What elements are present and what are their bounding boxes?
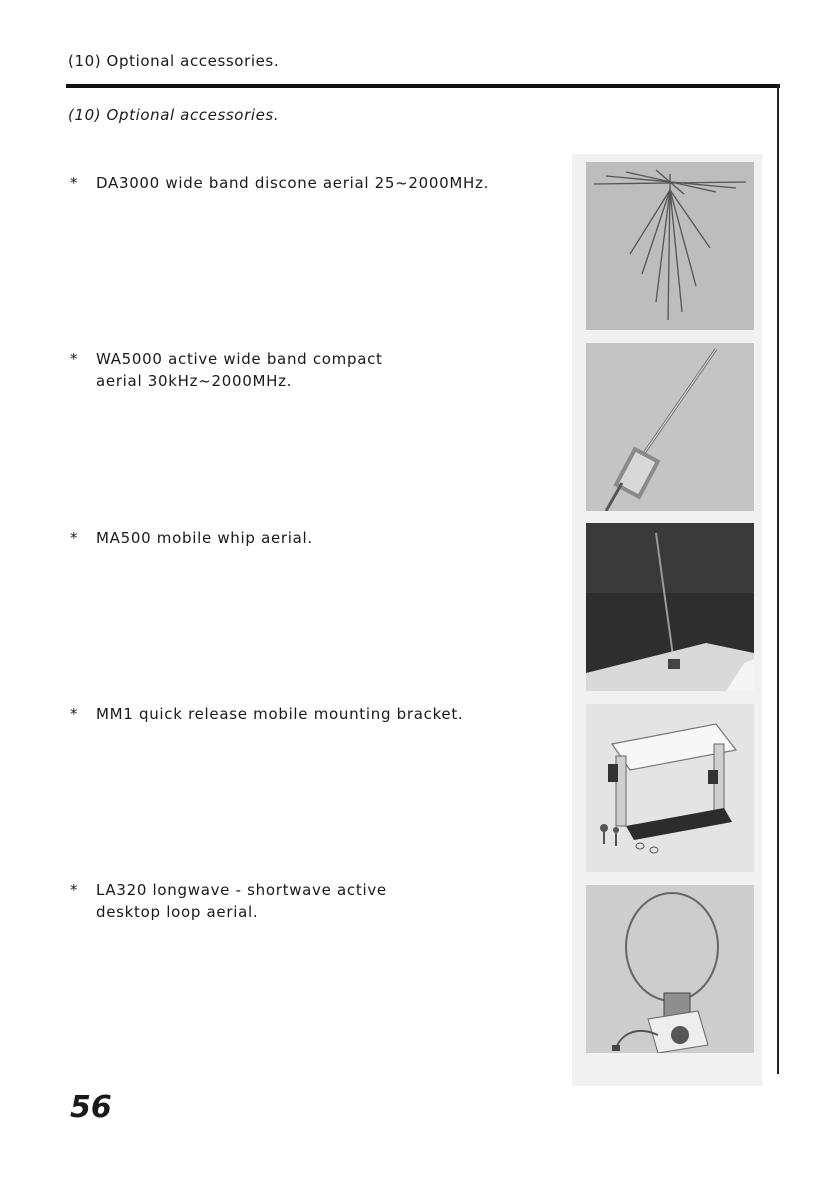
accessory-item-la320 xyxy=(70,879,387,923)
bullet: * xyxy=(70,881,79,899)
running-head: (10) Optional accessories. xyxy=(68,52,280,70)
bullet: * xyxy=(70,350,79,368)
discone-antenna-photo xyxy=(586,162,754,330)
item-line1: DA3000 wide band discone aerial 25~2000MHz. xyxy=(96,174,490,192)
compact-whip-antenna-icon xyxy=(586,343,754,511)
item-line2: aerial 30kHz~2000MHz. xyxy=(96,372,293,390)
accessory-item-wa5000 xyxy=(70,348,383,392)
page-number: 56 xyxy=(70,1090,112,1125)
bullet: * xyxy=(70,174,79,192)
item-line1: MA500 mobile whip aerial. xyxy=(96,529,313,547)
loop-antenna-icon xyxy=(586,885,754,1053)
loop-antenna-photo xyxy=(586,885,754,1053)
section-title: (10) Optional accessories. xyxy=(68,106,280,124)
item-line1: WA5000 active wide band compact xyxy=(96,350,383,368)
mobile-whip-antenna-photo xyxy=(586,523,754,691)
mounting-bracket-photo xyxy=(586,704,754,872)
accessory-item-da3000 xyxy=(70,172,489,194)
item-line1: MM1 quick release mobile mounting bracket. xyxy=(96,705,464,723)
side-rule xyxy=(777,84,779,1074)
item-line1: LA320 longwave - shortwave active xyxy=(96,881,387,899)
item-line2: desktop loop aerial. xyxy=(96,903,259,921)
mounting-bracket-icon xyxy=(586,704,754,872)
header-rule xyxy=(66,84,780,88)
compact-whip-antenna-photo xyxy=(586,343,754,511)
mobile-whip-antenna-icon xyxy=(586,523,754,691)
discone-antenna-icon xyxy=(586,162,754,330)
bullet: * xyxy=(70,529,79,547)
accessory-item-ma500 xyxy=(70,527,313,549)
bullet: * xyxy=(70,705,79,723)
accessory-item-mm1 xyxy=(70,703,463,725)
